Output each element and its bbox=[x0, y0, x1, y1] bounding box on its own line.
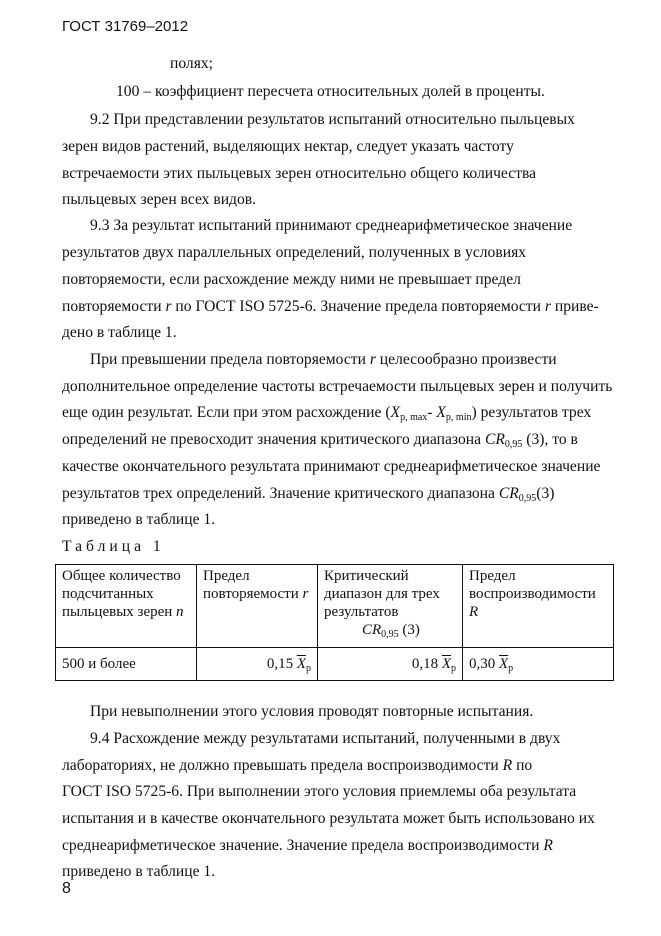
text-line: полях; bbox=[170, 55, 214, 72]
text-line: качестве окончательного результата принимают среднеарифметическое значение bbox=[62, 458, 601, 475]
text-line: испытания и в качестве окончательного результата может быть использовано их bbox=[62, 810, 595, 827]
text-line: 9.3 За результат испытаний принимают среднеарифметическое значение bbox=[90, 217, 573, 234]
text-line: приведено в таблице 1. bbox=[62, 511, 216, 528]
text-line: определений не превосходит значения критического диапазона $CR_{0,95}$ (3), то в bbox=[62, 431, 578, 450]
text-line: еще один результат. Если при этом расхождение ($X_{p, max}-$ $X_{p, min}$) результатов трех bbox=[62, 404, 592, 423]
table-header-cell: Предел воспроизводимости R bbox=[463, 565, 614, 648]
document-header: ГОСТ 31769–2012 bbox=[62, 18, 189, 35]
table-cell: 0,15 $\overline{X}_p$ bbox=[197, 648, 318, 681]
text-line: 9.4 Расхождение между результатами испытаний, полученными в двух bbox=[90, 730, 561, 747]
text-line: зерен видов растений, выделяющих нектар, следует указать частоту bbox=[62, 138, 514, 155]
text-line: встречаемости этих пыльцевых зерен относительно общего количества bbox=[62, 165, 537, 182]
text-line: повторяемости, если расхождение между ними не превышает предел bbox=[62, 271, 521, 288]
table-caption: Таблица 1 bbox=[62, 538, 165, 555]
text-line: приведено в таблице 1. bbox=[62, 863, 216, 880]
table-1 bbox=[55, 564, 614, 681]
text-line: При превышении предела повторяемости r целесообразно произвести bbox=[90, 351, 557, 368]
text-line: пыльцевых зерен всех видов. bbox=[62, 191, 257, 208]
text-line: 9.2 При представлении результатов испытаний относительно пыльцевых bbox=[90, 111, 575, 128]
text-line: дено в таблице 1. bbox=[62, 324, 177, 341]
text-line: лабораториях, не должно превышать предела воспроизводимости R по bbox=[62, 757, 533, 774]
table-header-cell: Критический диапазон для трех результатов $CR_{0,95}$ (3) bbox=[318, 565, 463, 648]
text-line: дополнительное определение частоты встречаемости пыльцевых зерен и получить bbox=[62, 378, 613, 395]
table-cell: 0,18 $\overline{X}_p$ bbox=[318, 648, 463, 681]
text-line: результатов трех определений. Значение критического диапазона $CR_{0,95}(3)$ bbox=[62, 485, 555, 504]
page-number: 8 bbox=[62, 880, 71, 897]
table-cell: 0,30 $\overline{X}_p$ bbox=[463, 648, 614, 681]
text-line: результатов двух параллельных определений, полученных в условиях bbox=[62, 244, 527, 261]
table-row bbox=[56, 648, 614, 681]
text-line: повторяемости r по ГОСТ ISO 5725-6. Значение предела повторяемости r приве- bbox=[62, 298, 599, 315]
text-line: среднеарифметическое значение. Значение предела воспроизводимости R bbox=[62, 837, 553, 854]
text-line: При невыполнении этого условия проводят повторные испытания. bbox=[90, 703, 534, 720]
table-header-cell: Предел повторяемости r bbox=[197, 565, 318, 648]
text-line: ГОСТ ISO 5725-6. При выполнении этого условия приемлемы оба результата bbox=[62, 783, 577, 800]
table-header-cell: Общее количество подсчитанных пыльцевых зерен n bbox=[56, 565, 197, 648]
table-cell: 500 и более bbox=[56, 648, 197, 681]
table-header-row bbox=[56, 565, 614, 648]
text-line: 100 – коэффициент пересчета относительных долей в проценты. bbox=[116, 83, 545, 100]
